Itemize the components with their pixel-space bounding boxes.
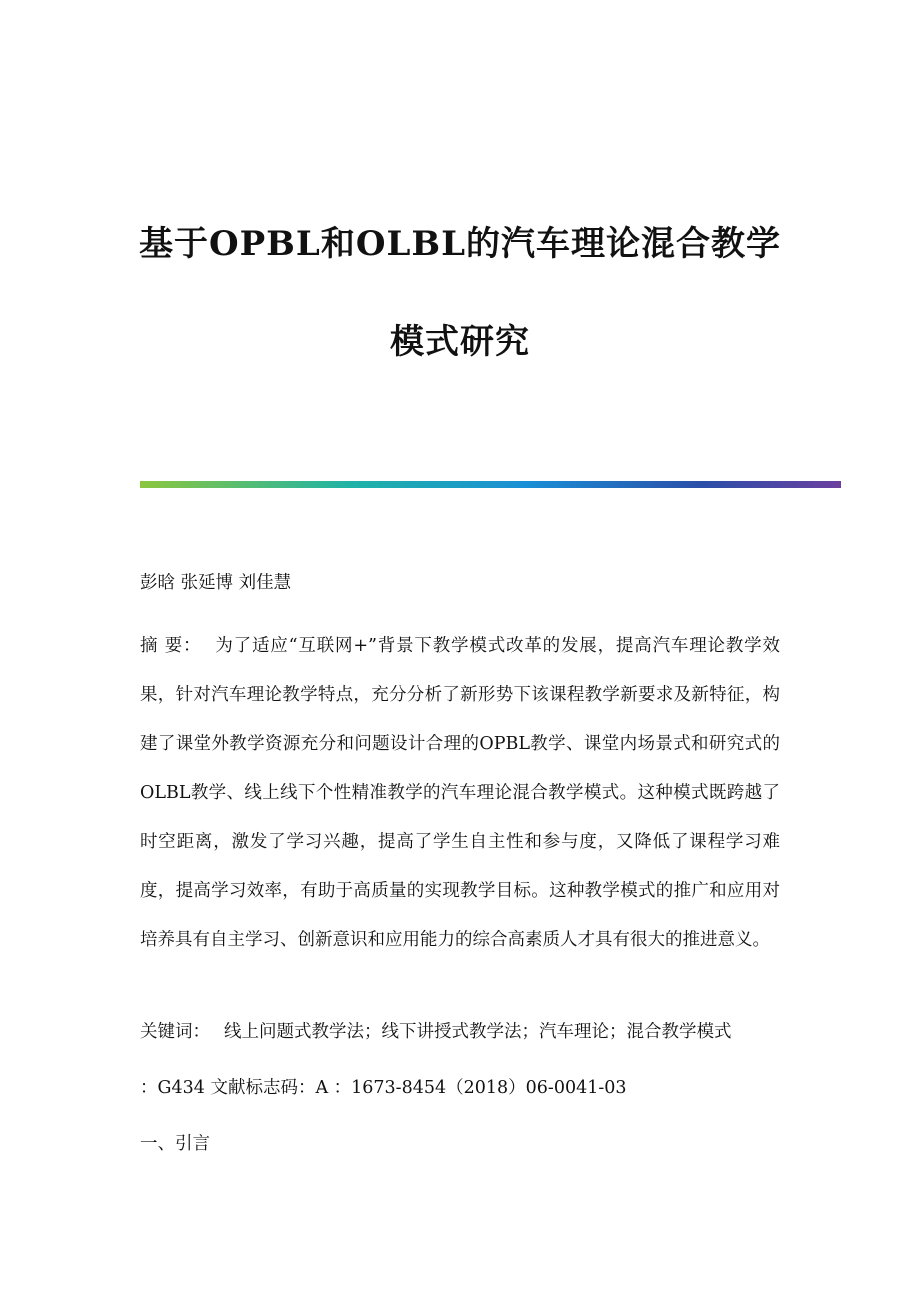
author-list: 彭晗 张延博 刘佳慧: [140, 573, 292, 593]
keywords-line: [140, 1018, 780, 1043]
classification-line: ：G434 文献标志码：A ：1673-8454（2018）06-0041-03: [140, 1078, 627, 1098]
section-heading-introduction: 一、引言: [140, 1134, 210, 1154]
paper-title-line-2: 模式研究: [390, 322, 530, 362]
paper-title-line-1: 基于OPBL和OLBL的汽车理论混合教学: [139, 224, 781, 264]
keywords-label: 关键词：: [140, 1022, 210, 1042]
gradient-divider: [140, 481, 841, 488]
abstract-text: 为了适应“互联网+”背景下教学模式改革的发展，提高汽车理论教学效果，针对汽车理论教学特点，充分分析了新形势下该课程教学新要求及新特征，构建了课堂外教学资源充分和问题设计合理的OPBL教学、课堂内场景式和研究式的OLBL教学、线上线下个性精准教学的汽车理论混合教学模式。这种模式既跨越了时空距离，激发了学习兴趣，提高了学生自主性和参与度，又降低了课程学习难度，提高学习效率，有助于高质量的实现教学目标。这种教学模式的推广和应用对培养具有自主学习、创新意识和应用能力的综合高素质人才具有很大的推进意义。: [140, 636, 780, 950]
abstract-label: 摘 要：: [140, 636, 202, 656]
abstract-paragraph: [140, 622, 780, 965]
keywords-text: 线上问题式教学法；线下讲授式教学法；汽车理论；混合教学模式: [224, 1022, 732, 1042]
